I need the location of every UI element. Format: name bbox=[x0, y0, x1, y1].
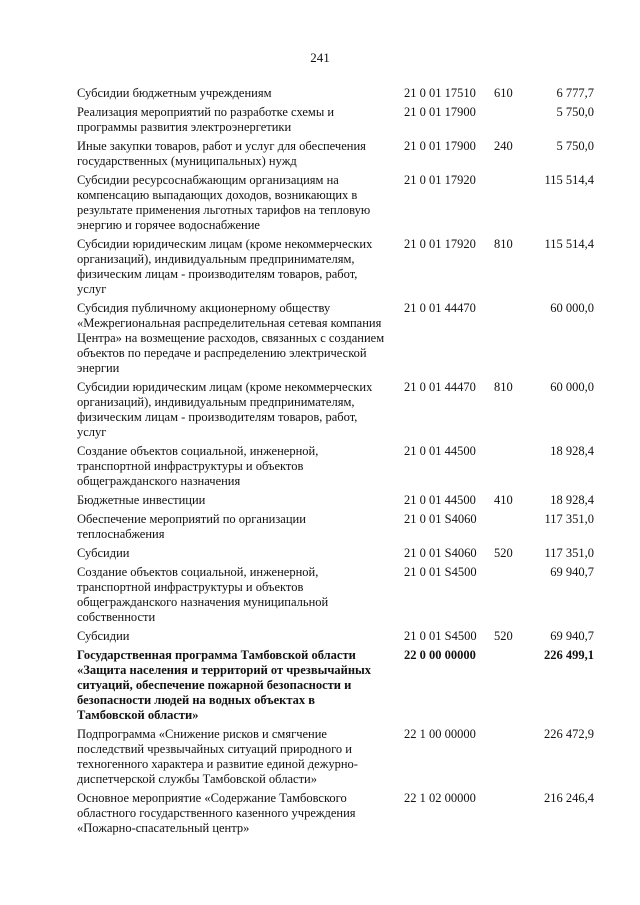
row-name: Субсидии ресурсоснабжающим организациям на компенсацию выпадающих доходов, возникающих в результате применения льготных тарифов на тепловую энергию и горячее водоснабжение bbox=[77, 173, 371, 232]
page-number: 241 bbox=[310, 50, 330, 65]
row-amount: 6 777,7 bbox=[556, 86, 594, 100]
row-amount: 5 750,0 bbox=[556, 139, 594, 153]
row-amount: 18 928,4 bbox=[550, 444, 594, 458]
table-row bbox=[77, 493, 594, 508]
row-name: Создание объектов социальной, инженерной, транспортной инфраструктуры и объектов общегражданского назначения bbox=[77, 444, 319, 488]
row-name: Субсидии бюджетным учреждениям bbox=[77, 86, 272, 100]
row-name: Иные закупки товаров, работ и услуг для обеспечения государственных (муниципальных) нужд bbox=[77, 139, 366, 168]
table-row bbox=[77, 301, 594, 376]
row-code: 21 0 01 S4060 bbox=[404, 512, 477, 526]
row-name: Государственная программа Тамбовской области «Защита населения и территорий от чрезвычайных ситуаций, обеспечение пожарной безопасности и безопасности людей на водных объектах в Тамбовской области» bbox=[77, 648, 372, 722]
row-code: 21 0 01 44470 bbox=[404, 380, 476, 394]
row-expense-type: 810 bbox=[494, 237, 513, 251]
table-row bbox=[77, 791, 594, 836]
row-amount: 117 351,0 bbox=[544, 512, 594, 526]
row-expense-type: 240 bbox=[494, 139, 513, 153]
table-row bbox=[77, 105, 594, 135]
row-code: 21 0 01 17900 bbox=[404, 105, 476, 119]
table-row bbox=[77, 546, 594, 561]
row-code: 21 0 01 44470 bbox=[404, 301, 476, 315]
row-amount: 115 514,4 bbox=[544, 173, 594, 187]
budget-table bbox=[77, 86, 594, 840]
row-name: Субсидии юридическим лицам (кроме некоммерческих организаций), индивидуальным предпринимателям, физическим лицам - производителям товаров, работ, услуг bbox=[77, 237, 373, 296]
row-code: 21 0 01 17920 bbox=[404, 173, 476, 187]
row-code: 21 0 01 44500 bbox=[404, 493, 476, 507]
row-code: 21 0 01 S4500 bbox=[404, 565, 477, 579]
row-name: Субсидия публичному акционерному обществу «Межрегиональная распределительная сетевая компания Центра» на возмещение расходов, связанных с созданием объектов по передаче и распределению электрической энергии bbox=[77, 301, 385, 375]
row-code: 21 0 01 17920 bbox=[404, 237, 476, 251]
row-amount: 69 940,7 bbox=[550, 629, 594, 643]
row-code: 21 0 01 17510 bbox=[404, 86, 476, 100]
row-name: Создание объектов социальной, инженерной, транспортной инфраструктуры и объектов общегражданского назначения муниципальной собственности bbox=[77, 565, 329, 624]
row-code: 22 0 00 00000 bbox=[404, 648, 476, 662]
row-amount: 226 499,1 bbox=[544, 648, 594, 662]
row-amount: 226 472,9 bbox=[544, 727, 594, 741]
table-row bbox=[77, 173, 594, 233]
row-name: Основное мероприятие «Содержание Тамбовского областного государственного казенного учреждения «Пожарно-спасательный центр» bbox=[77, 791, 356, 835]
row-code: 21 0 01 S4500 bbox=[404, 629, 477, 643]
row-expense-type: 520 bbox=[494, 629, 513, 643]
row-code: 21 0 01 17900 bbox=[404, 139, 476, 153]
row-amount: 216 246,4 bbox=[544, 791, 594, 805]
row-name: Подпрограмма «Снижение рисков и смягчение последствий чрезвычайных ситуаций природного и техногенного характера и развитие единой дежурно-диспетчерской службы Тамбовской области» bbox=[77, 727, 358, 786]
row-amount: 60 000,0 bbox=[550, 301, 594, 315]
row-name: Бюджетные инвестиции bbox=[77, 493, 206, 507]
row-code: 22 1 02 00000 bbox=[404, 791, 476, 805]
row-name: Обеспечение мероприятий по организации теплоснабжения bbox=[77, 512, 306, 541]
row-code: 22 1 00 00000 bbox=[404, 727, 476, 741]
table-row bbox=[77, 629, 594, 644]
row-amount: 18 928,4 bbox=[550, 493, 594, 507]
row-name: Реализация мероприятий по разработке схемы и программы развития электроэнергетики bbox=[77, 105, 335, 134]
table-row bbox=[77, 237, 594, 297]
table-row bbox=[77, 727, 594, 787]
row-amount: 5 750,0 bbox=[556, 105, 594, 119]
table-row bbox=[77, 139, 594, 169]
row-amount: 69 940,7 bbox=[550, 565, 594, 579]
row-expense-type: 610 bbox=[494, 86, 513, 100]
row-name: Субсидии bbox=[77, 546, 130, 560]
table-row-program bbox=[77, 648, 594, 723]
row-code: 21 0 01 S4060 bbox=[404, 546, 477, 560]
row-expense-type: 520 bbox=[494, 546, 513, 560]
row-expense-type: 410 bbox=[494, 493, 513, 507]
table-row bbox=[77, 380, 594, 440]
row-name: Субсидии bbox=[77, 629, 130, 643]
row-code: 21 0 01 44500 bbox=[404, 444, 476, 458]
table-row bbox=[77, 86, 594, 101]
table-row bbox=[77, 512, 594, 542]
row-expense-type: 810 bbox=[494, 380, 513, 394]
row-amount: 60 000,0 bbox=[550, 380, 594, 394]
row-amount: 115 514,4 bbox=[544, 237, 594, 251]
row-name: Субсидии юридическим лицам (кроме некоммерческих организаций), индивидуальным предпринимателям, физическим лицам - производителям товаров, работ, услуг bbox=[77, 380, 373, 439]
table-row bbox=[77, 565, 594, 625]
row-amount: 117 351,0 bbox=[544, 546, 594, 560]
table-row bbox=[77, 444, 594, 489]
